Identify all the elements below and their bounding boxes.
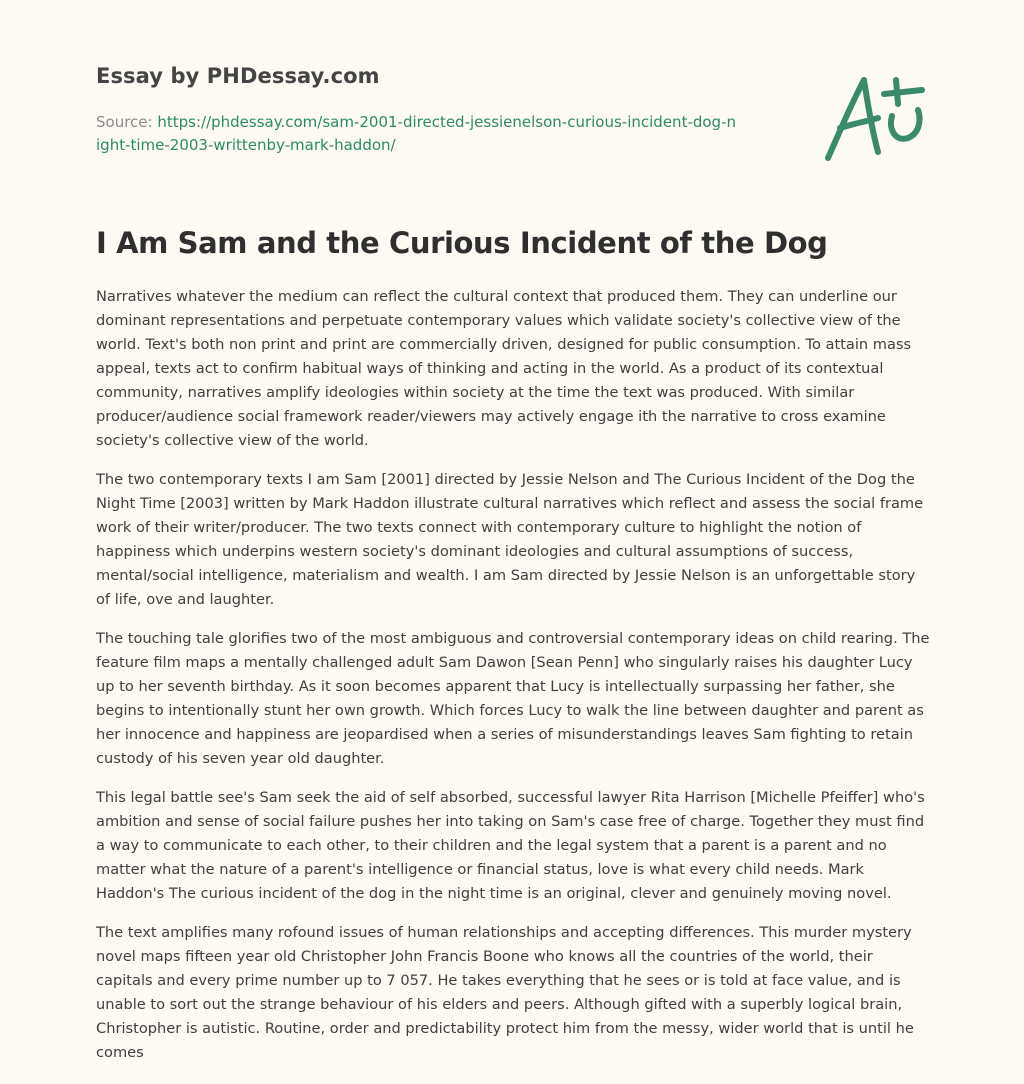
essay-paragraph: The text amplifies many rofound issues of human relationships and accepting differences. This murder mystery novel maps fifteen year old Christopher John Francis Boone who knows all the countries of the world, their capitals and every prime number up to 7 057. He takes everything that he sees or is told at face value, and is unable to sort out the strange behaviour of his elders and peers. Although gifted with a superbly logical brain, Christopher is autistic. Routine, order and predictability protect him from the messy, wider world that is until he comes xyxy=(96,924,914,1061)
site-title: Essay by PHDessay.com xyxy=(96,64,380,88)
a-plus-logo-icon xyxy=(818,66,930,166)
essay-paragraph: Narratives whatever the medium can reflect the cultural context that produced them. They can underline our dominant representations and perpetuate contemporary values which validate society's collective view of the world. Text's both non print and print are commercially driven, designed for public consumption. To attain mass appeal, texts act to confirm habitual ways of thinking and acting in the world. As a product of its contextual community, narratives amplify ideologies within society at the time the text was produced. With similar producer/audience social framework reader/viewers may actively engage ith the narrative to cross examine society's collective view of the world. xyxy=(96,288,912,449)
source-link[interactable]: https://phdessay.com/sam-2001-directed-jessienelson-curious-incident-dog-night-time-2003-writtenby-mark-haddon/ xyxy=(96,113,737,154)
essay-title: I Am Sam and the Curious Incident of the Dog xyxy=(96,226,828,260)
essay-paragraph: This legal battle see's Sam seek the aid of self absorbed, successful lawyer Rita Harrison [Michelle Pfeiffer] who's ambition and sense of social failure pushes her into taking on Sam's case free of charge. Together they must find a way to communicate to each other, to their children and the legal system that a parent is a parent and no matter what the nature of a parent's intelligence or financial status, love is what every child needs. Mark Haddon's The curious incident of the dog in the night time is an original, clever and genuinely moving novel. xyxy=(96,789,925,902)
essay-body xyxy=(96,285,932,1080)
essay-paragraph: The touching tale glorifies two of the most ambiguous and controversial contemporary ideas on child rearing. The feature film maps a mentally challenged adult Sam Dawon [Sean Penn] who singularly raises his daughter Lucy up to her seventh birthday. As it soon becomes apparent that Lucy is intellectually surpassing her father, she begins to intentionally stunt her own growth. Which forces Lucy to walk the line between daughter and parent as her innocence and happiness are jeopardised when a series of misunderstandings leaves Sam fighting to retain custody of his seven year old daughter. xyxy=(96,630,930,767)
essay-paragraph: The two contemporary texts I am Sam [2001] directed by Jessie Nelson and The Curious Incident of the Dog the Night Time [2003] written by Mark Haddon illustrate cultural narratives which reflect and assess the social frame work of their writer/producer. The two texts connect with contemporary culture to highlight the notion of happiness which underpins western society's dominant ideologies and cultural assumptions of success, mental/social intelligence, materialism and wealth. I am Sam directed by Jessie Nelson is an unforgettable story of life, ove and laughter. xyxy=(96,471,924,608)
source-line xyxy=(96,111,736,157)
source-label: Source: xyxy=(96,113,153,131)
